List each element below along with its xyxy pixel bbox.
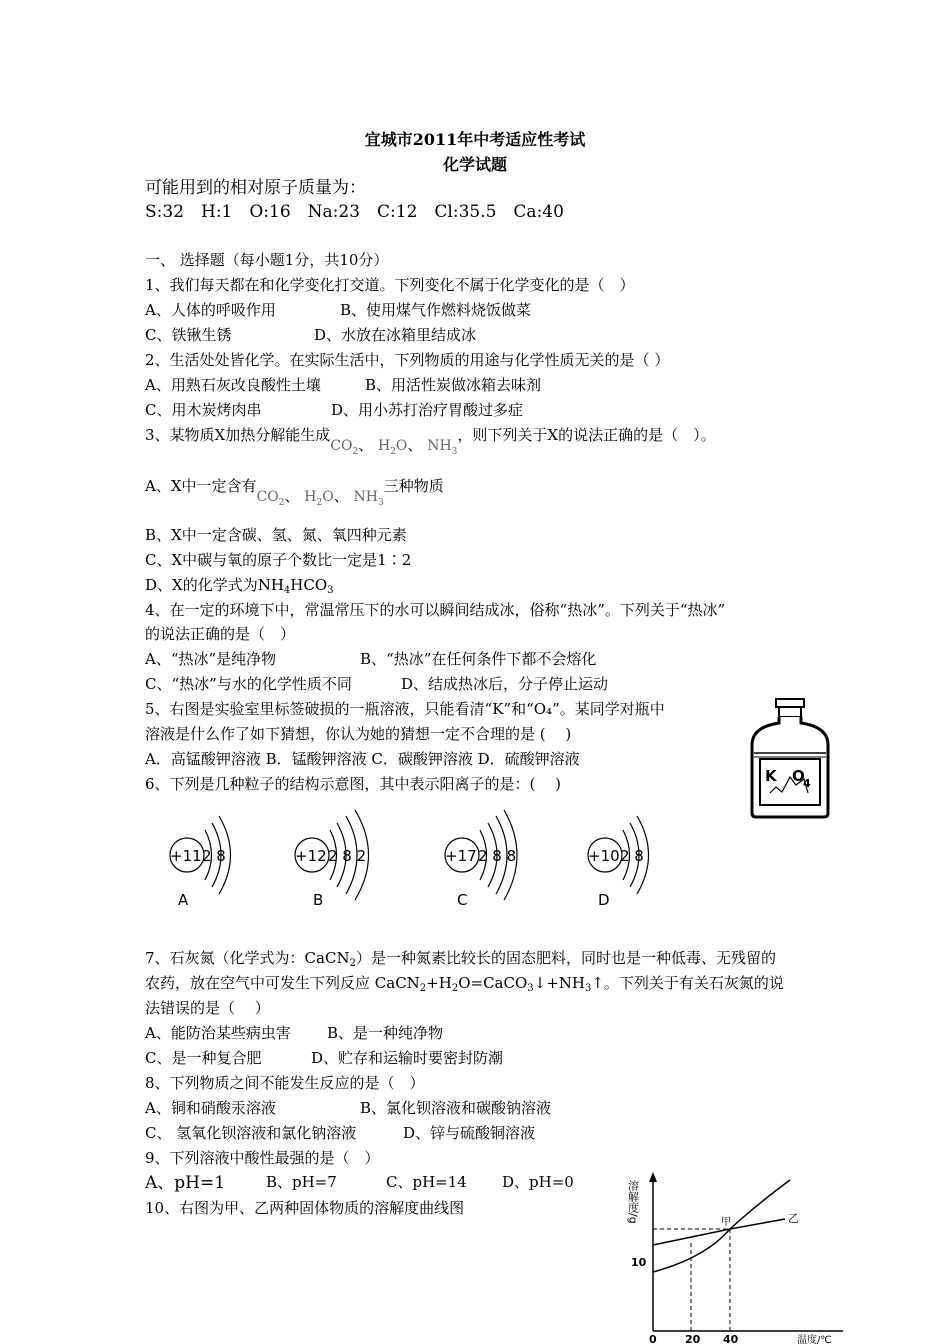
svg-text:A: A bbox=[178, 891, 189, 909]
graph-y-arrow bbox=[649, 1172, 657, 1182]
q3-option-b: B、X中一定含碳、氢、氮、氧四种元素 bbox=[145, 526, 407, 544]
q1-option-b: B、使用煤气作燃料烧饭做菜 bbox=[340, 301, 532, 319]
svg-text:2 8 8: 2 8 8 bbox=[478, 847, 517, 865]
question-10-stem: 10、右图为甲、乙两种固体物质的溶解度曲线图 bbox=[145, 1199, 465, 1217]
svg-text:+10: +10 bbox=[588, 847, 620, 865]
curve-jia-label: 甲 bbox=[721, 1217, 731, 1228]
q3-option-d: D、X的化学式为$NH_4HCO_3$ bbox=[145, 576, 334, 596]
atomic-mass-label: 可能用到的相对原子质量为： bbox=[145, 178, 366, 198]
particle-structure-diagrams bbox=[150, 808, 680, 918]
q7-option-d: D、贮存和运输时要密封防潮 bbox=[311, 1049, 504, 1067]
svg-text:C: C bbox=[457, 891, 468, 909]
q9-option-b: B、pH=7 bbox=[266, 1173, 337, 1191]
atomic-mass-list: S:32 H:1 O:16 Na:23 C:12 Cl:35.5 Ca:40 bbox=[145, 202, 564, 222]
svg-text:2 8: 2 8 bbox=[202, 847, 226, 865]
bottle-label-o: O bbox=[792, 767, 805, 785]
graph-x-tick-40: 40 bbox=[723, 1333, 739, 1344]
question-3-stem: 3、某物质X加热分解能生成$CO_2$、 $H_2O$、 $NH_3$，则下列关于X的说法正确的是（ ）。 bbox=[145, 425, 716, 452]
question-4-stem-line2: 的说法正确的是（ ） bbox=[145, 625, 296, 643]
q5-options: A．高锰酸钾溶液 B．锰酸钾溶液 C．碳酸钾溶液 D．硫酸钾溶液 bbox=[145, 750, 580, 768]
svg-text:+17: +17 bbox=[445, 847, 477, 865]
q3-option-a: A、X中一定含有$CO_2$、 $H_2O$、 $NH_3$三种物质 bbox=[145, 476, 444, 503]
question-7-line1: 7、石灰氮（化学式为：CaCN$_2$）是一种氮素比较长的固态肥料，同时也是一种低毒、无残留的 bbox=[145, 949, 776, 969]
graph-x-label: 温度/℃ bbox=[797, 1335, 832, 1344]
question-6-stem: 6、下列是几种粒子的结构示意图，其中表示阳离子的是：( ) bbox=[145, 775, 562, 793]
q8-option-d: D、锌与硫酸铜溶液 bbox=[403, 1124, 536, 1142]
q1-option-c: C、铁锹生锈 bbox=[145, 326, 232, 344]
svg-text:2 8: 2 8 bbox=[620, 847, 644, 865]
formula-list: $CO_2$、 $H_2O$、 $NH_3$ bbox=[256, 487, 384, 508]
question-4-stem-line1: 4、在一定的环境下中，常温常压下的水可以瞬间结成冰，俗称“热冰”。下列关于“热冰” bbox=[145, 601, 726, 619]
reagent-bottle-figure bbox=[748, 697, 832, 821]
q9-option-d: D、pH=0 bbox=[502, 1173, 574, 1191]
q3-option-c: C、X中碳与氧的原子个数比一定是1∶2 bbox=[145, 551, 412, 569]
q1-option-d: D、水放在冰箱里结成冰 bbox=[314, 326, 477, 344]
particle-b bbox=[295, 810, 369, 909]
page-title: 宜城市2011年中考适应性考试 bbox=[364, 130, 586, 149]
svg-text:+11: +11 bbox=[170, 847, 202, 865]
q2-option-a: A、用熟石灰改良酸性土壤 bbox=[145, 376, 321, 394]
q1-option-a: A、人体的呼吸作用 bbox=[145, 301, 276, 319]
q4-option-b: B、“热冰”在任何条件下都不会熔化 bbox=[360, 650, 597, 668]
q4-option-a: A、“热冰”是纯净物 bbox=[145, 650, 277, 668]
q9-option-a: A、pH=1 bbox=[145, 1173, 226, 1193]
page-subtitle: 化学试题 bbox=[442, 155, 507, 174]
q8-option-a: A、铜和硝酸汞溶液 bbox=[145, 1099, 276, 1117]
particle-d bbox=[588, 816, 649, 909]
graph-x-tick-0: 0 bbox=[649, 1333, 657, 1344]
question-2-stem: 2、生活处处皆化学。在实际生活中，下列物质的用途与化学性质无关的是（ ） bbox=[145, 351, 670, 369]
q7-option-a: A、能防治某些病虫害 bbox=[145, 1024, 291, 1042]
q7-option-c: C、是一种复合肥 bbox=[145, 1049, 262, 1067]
question-7-line3: 法错误的是（ ） bbox=[145, 999, 270, 1017]
q8-option-b: B、氯化钡溶液和碳酸钠溶液 bbox=[360, 1099, 552, 1117]
particle-c bbox=[445, 810, 517, 909]
question-7-line2: 农药，放在空气中可发生下列反应 $CaCN_2+H_2O=CaCO_3↓+NH_3↑$。下列关于有关石灰氮的说 bbox=[145, 974, 784, 994]
q4-option-c: C、“热冰”与水的化学性质不同 bbox=[145, 675, 352, 693]
q7-option-b: B、是一种纯净物 bbox=[327, 1024, 444, 1042]
question-8-stem: 8、下列物质之间不能发生反应的是（ ） bbox=[145, 1074, 425, 1092]
q8-option-c: C、 氢氧化钡溶液和氯化钠溶液 bbox=[145, 1124, 357, 1142]
q9-option-c: C、pH=14 bbox=[386, 1173, 467, 1191]
particle-a bbox=[170, 816, 231, 909]
formula-list: $CO_2$、 $H_2O$、 $NH_3$ bbox=[330, 436, 458, 457]
svg-text:D: D bbox=[598, 891, 610, 909]
q2-option-d: D、用小苏打治疗胃酸过多症 bbox=[331, 401, 524, 419]
q2-option-c: C、用木炭烤肉串 bbox=[145, 401, 262, 419]
question-9-stem: 9、下列溶液中酸性最强的是（ ） bbox=[145, 1149, 380, 1167]
question-5-stem-line1: 5、右图是实验室里标签破损的一瓶溶液，只能看清“K”和“O₄”。某同学对瓶中 bbox=[145, 700, 665, 718]
curve-yi bbox=[653, 1219, 785, 1245]
question-5-stem-line2: 溶液是什么作了如下猜想，你认为她的猜想一定不合理的是 ( ) bbox=[145, 725, 572, 743]
question-1-stem: 1、我们每天都在和化学变化打交道。下列变化不属于化学变化的是（ ） bbox=[145, 276, 635, 294]
bottle-label-sub: 4 bbox=[803, 777, 811, 790]
graph-x-tick-20: 20 bbox=[685, 1333, 701, 1344]
svg-text:2 8 2: 2 8 2 bbox=[328, 847, 367, 865]
svg-text:B: B bbox=[313, 891, 324, 909]
q2-option-b: B、用活性炭做冰箱去味剂 bbox=[365, 376, 542, 394]
curve-yi-label: 乙 bbox=[788, 1212, 799, 1225]
graph-y-label: 溶解度/g bbox=[626, 1180, 640, 1224]
graph-y-tick: 10 bbox=[631, 1256, 647, 1269]
svg-text:+12: +12 bbox=[295, 847, 327, 865]
section-heading: 一、 选择题（每小题1分，共10分） bbox=[145, 251, 389, 269]
bottle-label-k: K bbox=[765, 767, 777, 785]
q4-option-d: D、结成热冰后，分子停止运动 bbox=[401, 675, 609, 693]
solubility-curve-graph bbox=[615, 1168, 855, 1344]
